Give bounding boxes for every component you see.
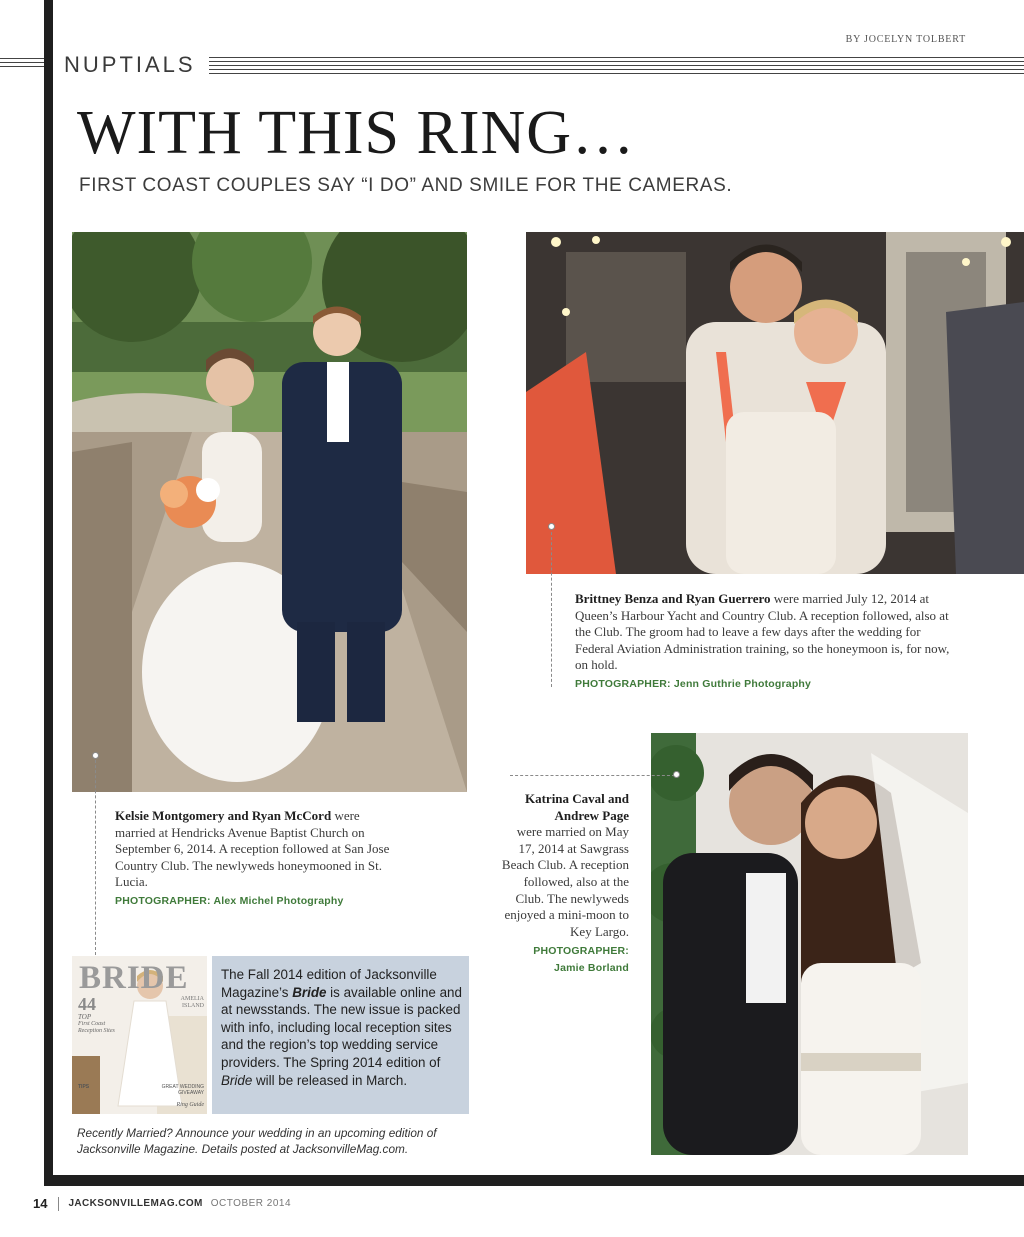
caption-benza-guerrero <box>575 591 960 693</box>
page-border-bottom <box>44 1175 1024 1186</box>
announcement-note: Recently Married? Announce your wedding in an upcoming edition of Jacksonville Magazine. Details posted at JacksonvilleMag.com. <box>77 1126 437 1156</box>
page-footer <box>33 1196 291 1211</box>
cover-top: TOP <box>78 1013 92 1021</box>
promo-title-bride: Bride <box>292 984 327 1000</box>
photographer-credit <box>498 943 629 976</box>
promo-text-part: will be released in March. <box>252 1072 408 1088</box>
caption-dot-montgomery <box>92 752 99 759</box>
page-border-left <box>44 0 53 1186</box>
credit-name: Jamie Borland <box>554 961 629 974</box>
section-label: NUPTIALS <box>64 52 196 77</box>
bride-magazine-cover <box>72 956 207 1114</box>
photo-caval-page <box>651 733 968 1155</box>
promo-title-bride: Bride <box>221 1072 253 1088</box>
cover-masthead: BRIDE <box>79 960 189 996</box>
cover-coverline: First Coast Reception Sites <box>78 1021 115 1034</box>
cover-giveaway: GREAT WEDDING GIVEAWAY <box>161 1084 204 1096</box>
headline: WITH THIS RING… <box>77 99 636 167</box>
cover-ring-guide: Ring Guide <box>176 1102 204 1108</box>
footer-divider <box>58 1197 59 1211</box>
footer-website[interactable]: JACKSONVILLEMAG.COM <box>68 1198 203 1209</box>
caption-dot-benza <box>548 523 555 530</box>
cover-sidebar: AMELIA ISLAND <box>180 996 204 1009</box>
caption-leader-montgomery <box>95 755 96 955</box>
caption-leader-benza <box>551 527 552 687</box>
subhead: FIRST COAST COUPLES SAY “I DO” AND SMILE FOR THE CAMERAS. <box>79 175 733 196</box>
caption-dot-caval <box>673 771 680 778</box>
couple-text: were married July 12, 2014 at Queen’s Harbour Yacht and Country Club. A reception followed, also at the Club. The groom had to leave a few days after the wedding for Federal Aviation Administration training, so the honeymoon is, for now, on hold. <box>575 591 950 673</box>
caption-montgomery-mccord <box>115 808 400 910</box>
bride-promo-text <box>221 966 463 1089</box>
couple-names: Kelsie Montgomery and Ryan McCord <box>115 808 332 823</box>
promo-text-part: is available online and at newsstands. The new issue is packed with info, including local reception sites and the region’s top wedding service providers. The Spring 2014 edition of <box>221 984 462 1070</box>
caption-leader-caval <box>510 775 675 776</box>
photo-montgomery-mccord <box>72 232 467 792</box>
caption-caval-page <box>498 791 629 977</box>
credit-label: PHOTOGRAPHER: <box>533 945 629 958</box>
promo-text-part: The Fall 2014 edition of Jacksonville Magazine’s <box>221 967 437 1000</box>
cover-number: 44 <box>78 994 96 1014</box>
couple-text: were married on May 17, 2014 at Sawgrass Beach Club. A reception followed, also at the Club. The newlyweds enjoyed a mini-moon to Key Largo. <box>501 824 629 939</box>
photographer-credit: PHOTOGRAPHER: Jenn Guthrie Photography <box>575 677 812 690</box>
couple-text: were married at Hendricks Avenue Baptist Church on September 6, 2014. A reception followed at San Jose Country Club. The newlyweds honeymooned in St. Lucia. <box>115 808 390 890</box>
couple-names: Katrina Caval and Andrew Page <box>524 791 629 823</box>
byline: BY JOCELYN TOLBERT <box>845 34 966 45</box>
photographer-credit: PHOTOGRAPHER: Alex Michel Photography <box>115 894 344 907</box>
page-number: 14 <box>33 1196 48 1211</box>
photo-benza-guerrero <box>526 232 1024 574</box>
cover-tips: TIPS <box>78 1084 90 1090</box>
footer-issue-date: OCTOBER 2014 <box>210 1198 292 1209</box>
couple-names: Brittney Benza and Ryan Guerrero <box>575 591 771 606</box>
